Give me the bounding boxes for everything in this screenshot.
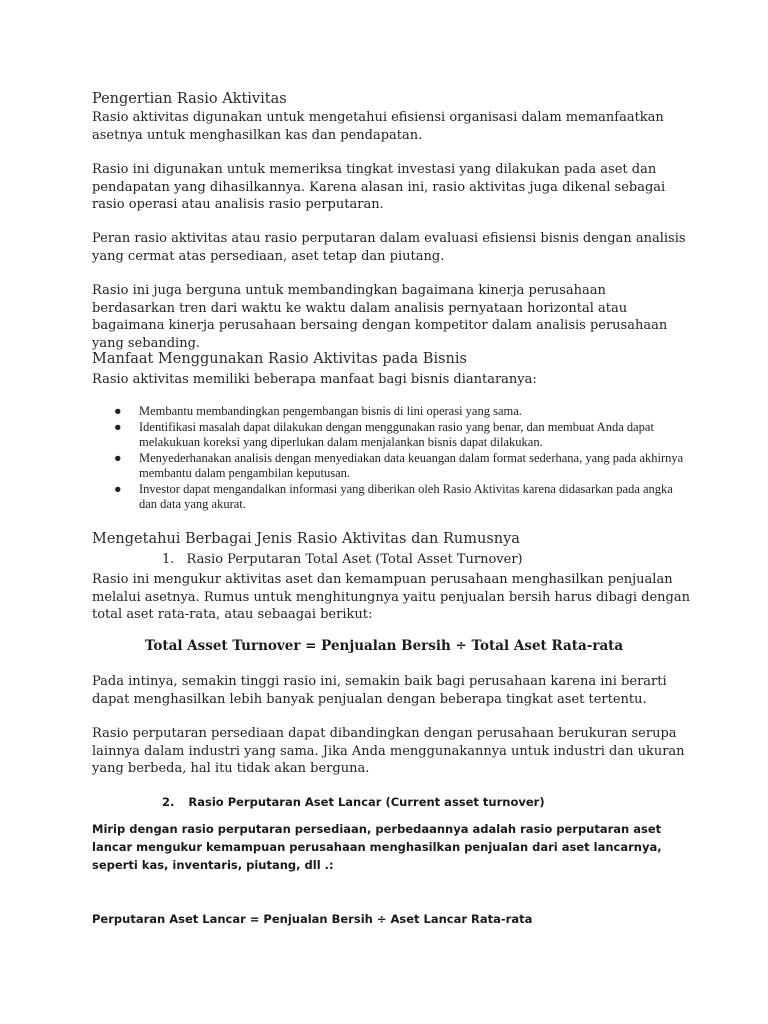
paragraph: Rasio ini digunakan untuk memeriksa tingkat investasi yang dilakukan pada aset dan pendapatan yang dihasilkannya. Karena alasan ini, rasio aktivitas juga dikenal sebagai rasio operasi atau analisis rasio perputaran. <box>92 162 666 212</box>
list-item <box>114 420 684 451</box>
list-item-text: Investor dapat mengandalkan informasi yang diberikan oleh Rasio Aktivitas karena didasarkan pada angka dan data yang akurat. <box>139 481 673 511</box>
list-item-text: Menyederhanakan analisis dengan menyediakan data keuangan dalam format sederhana, yang pada akhirnya membantu dalam pengambilan keputusan. <box>139 450 684 480</box>
paragraph: Rasio ini juga berguna untuk membandingkan bagaimana kinerja perusahaan berdasarkan tren dari waktu ke waktu dalam analisis pernyataan horizontal atau bagaimana kinerja perusahaan bersaing dengan kompetitor dalam analisis perusahaan yang sebanding. <box>92 283 668 351</box>
item-number: 2. <box>162 795 175 809</box>
list-item <box>114 482 684 513</box>
numbered-item-1 <box>162 552 523 567</box>
numbered-item-2 <box>162 795 545 809</box>
paragraph: Rasio ini mengukur aktivitas aset dan kemampuan perusahaan menghasilkan penjualan melalui asetnya. Rumus untuk menghitungnya yaitu penjualan bersih harus dibagi dengan total aset rata-rata, atau sebaagai berikut: <box>92 572 690 622</box>
bullet-icon: ● <box>114 404 122 418</box>
paragraph: Rasio aktivitas digunakan untuk mengetahui efisiensi organisasi dalam memanfaatkan asetnya untuk menghasilkan kas dan pendapatan. <box>92 110 664 143</box>
bullet-icon: ● <box>114 450 122 465</box>
section-heading-jenis: Mengetahui Berbagai Jenis Rasio Aktivitas dan Rumusnya <box>92 531 520 547</box>
item-number: 1. <box>162 552 175 567</box>
list-item-text: Membantu membandingkan pengembangan bisnis di lini operasi yang sama. <box>139 404 522 418</box>
section-heading-pengertian: Pengertian Rasio Aktivitas <box>92 91 287 107</box>
benefit-list <box>114 404 684 513</box>
paragraph: Peran rasio aktivitas atau rasio perputaran dalam evaluasi efisiensi bisnis dengan analisis yang cermat atas persediaan, aset tetap dan piutang. <box>92 231 686 264</box>
paragraph: Rasio aktivitas memiliki beberapa manfaat bagi bisnis diantaranya: <box>92 372 537 387</box>
item-title: Rasio Perputaran Total Aset (Total Asset Turnover) <box>186 552 523 567</box>
list-item <box>114 404 684 420</box>
section-heading-manfaat: Manfaat Menggunakan Rasio Aktivitas pada Bisnis <box>92 351 467 367</box>
list-item-text: Identifikasi masalah dapat dilakukan dengan menggunakan rasio yang benar, dan membuat Anda dapat melakukuan koreksi yang diperlukan dalam menjalankan bisnis dapat dilakukan. <box>139 419 654 449</box>
paragraph: Pada intinya, semakin tinggi rasio ini, semakin baik bagi perusahaan karena ini berarti dapat menghasilkan lebih banyak penjualan dengan beberapa tingkat aset tertentu. <box>92 674 667 707</box>
paragraph: Mirip dengan rasio perputaran persediaan, perbedaannya adalah rasio perputaran aset lancar mengukur kemampuan perusahaan menghasilkan penjualan dari aset lancarnya, seperti kas, inventaris, piutang, dll .: <box>92 822 662 872</box>
bullet-icon: ● <box>114 419 122 434</box>
item-title: Rasio Perputaran Aset Lancar (Current asset turnover) <box>188 795 545 809</box>
formula-current-asset-turnover: Perputaran Aset Lancar = Penjualan Bersih ÷ Aset Lancar Rata-rata <box>92 912 533 926</box>
bullet-icon: ● <box>114 481 122 496</box>
paragraph: Rasio perputaran persediaan dapat dibandingkan dengan perusahaan berukuran serupa lainnya dalam industri yang sama. Jika Anda menggunakannya untuk industri dan ukuran yang berbeda, hal itu tidak akan berguna. <box>92 726 685 776</box>
formula-total-asset-turnover: Total Asset Turnover = Penjualan Bersih ÷ Total Aset Rata-rata <box>144 638 624 654</box>
list-item <box>114 451 684 482</box>
